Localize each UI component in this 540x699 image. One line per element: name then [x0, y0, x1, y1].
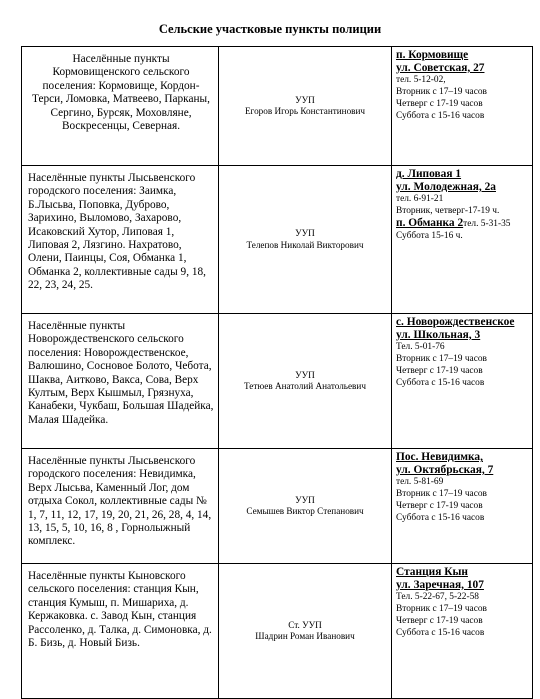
schedule-line: Вторник с 17–19 часов: [396, 604, 487, 615]
officer-position: УУП: [295, 228, 315, 238]
address-line: ул. Школьная, 3: [396, 328, 481, 341]
officer-cell: [219, 47, 392, 166]
table-row: [22, 564, 533, 699]
officer-cell: [219, 564, 392, 699]
address-line: с. Новорождественское: [396, 316, 515, 328]
officer-cell: [219, 449, 392, 564]
officer-name: Телепов Николай Викторович: [246, 239, 364, 250]
address-line: ул. Заречная, 107: [396, 578, 484, 591]
settlements-cell: Населённые пункты Лысьвенского городского поселения: Заимка, Б.Лысьва, Поповка, Дуброво, Зарихино, Выломово, Захарово, Исаковский Хутор, Липовая 1, Липовая 2, Лязгино. Нахратово, Олени, Паинцы, Соя, Обманка 1, Обманка 2, коллективные сады 9, 18, 22, 23, 24, 25.: [22, 166, 219, 314]
schedule-line: Суббота с 15-16 часов: [396, 378, 485, 389]
address-line: п. Кормовище: [396, 49, 469, 61]
officer-name: Семышев Виктор Степанович: [246, 506, 364, 516]
officer-name: Тетюев Анатолий Анатольевич: [244, 381, 366, 391]
address-line: д. Липовая 1: [396, 168, 462, 180]
table-row: [22, 47, 533, 166]
address-line: Пос. Невидимка,: [396, 451, 483, 463]
schedule-line: Вторник с 17–19 часов: [396, 354, 487, 365]
contact-cell: [392, 314, 533, 449]
settlements-cell: Населённые пункты Кормовищенского сельского поселения: Кормовище, Кордон-Терси, Ломовка, Матвеево, Парканы, Сергино, Бурсяк, Моховляне, Воскресенцы, Северная.: [22, 47, 219, 166]
schedule-line: Четверг с 17-19 часов: [396, 99, 483, 110]
contact-cell: [392, 47, 533, 166]
settlements-cell: Населённые пункты Лысьвенского городского поселения: Невидимка, Верх Лысьва, Каменный Лог, дом отдыха Сокол, коллективные сады № 1, 7, 11, 12, 17, 19, 20, 21, 26, 28, 4, 14, 13, 15, 5, 10, 16, 8 , Горнолыжный комплекс.: [22, 449, 219, 564]
schedule-line: Вторник с 17–19 часов: [396, 489, 487, 500]
contact-cell: [392, 564, 533, 699]
page-title: Сельские участковые пункты полиции: [158, 22, 382, 36]
officer-position: УУП: [295, 94, 315, 105]
officer-name: Шадрин Роман Иванович: [255, 631, 355, 641]
settlements-cell: Населённые пункты Кыновского сельского поселения: станция Кын, станция Кумыш, п. Мишариха, д. Кержаковка. с. Завод Кын, станция Рассоленко, д. Талка, д. Симоновка, д. Б. Бизь, д. Новый Бизь.: [22, 564, 219, 699]
phone-line: тел. 6-91-21: [396, 194, 444, 205]
second-address-line: [396, 217, 529, 230]
officer-cell: [219, 314, 392, 449]
schedule-line: Суббота с 15-16 часов: [396, 628, 485, 639]
address-line: Станция Кын: [396, 566, 468, 578]
police-points-table: [21, 46, 533, 699]
settlements-cell: Населённые пункты Новорождественского сельского поселения: Новорождественское, Валюшино, Сосновое Болото, Чебота, Шаква, Аитково, Вакса, Сова, Верх Култым, Верх Кышмыл, Грязнуха, Канабеки, Чукбаш, Большая Шадейка, Малая Шадейка.: [22, 314, 219, 449]
address-line: ул. Молодежная, 2а: [396, 180, 496, 193]
officer-position: УУП: [295, 369, 315, 380]
table-row: [22, 314, 533, 449]
schedule-line: Суббота с 15-16 часов: [396, 111, 485, 122]
table-row: [22, 166, 533, 314]
phone-line: тел. 5-81-69: [396, 477, 444, 488]
table-row: [22, 449, 533, 564]
officer-cell: [219, 166, 392, 314]
officer-position: Ст. УУП: [288, 619, 322, 630]
officer-name: Егоров Игорь Константинович: [244, 106, 366, 116]
phone-line: тел. 5-12-02,: [396, 75, 446, 86]
contact-cell: [392, 166, 533, 314]
address-line: ул. Октябрьская, 7: [396, 463, 494, 476]
schedule-line: Вторник с 17–19 часов: [396, 87, 487, 98]
schedule-line: Суббота с 15-16 часов: [396, 513, 485, 524]
schedule-line: Четверг с 17-19 часов: [396, 616, 483, 627]
phone-line: Тел. 5-22-67, 5-22-58: [396, 592, 479, 603]
address-line: ул. Советская, 27: [396, 61, 485, 74]
contact-cell: [392, 449, 533, 564]
schedule-line: Вторник, четверг-17-19 ч.: [396, 206, 500, 217]
officer-position: УУП: [295, 494, 315, 505]
phone-line: Тел. 5-01-76: [396, 342, 445, 353]
schedule-line: Суббота 15-16 ч.: [396, 231, 463, 242]
schedule-line: Четверг с 17-19 часов: [396, 366, 483, 377]
second-phone: тел. 5-31-35: [463, 219, 511, 230]
schedule-line: Четверг с 17-19 часов: [396, 501, 483, 512]
second-address: п. Обманка 2: [396, 217, 464, 230]
